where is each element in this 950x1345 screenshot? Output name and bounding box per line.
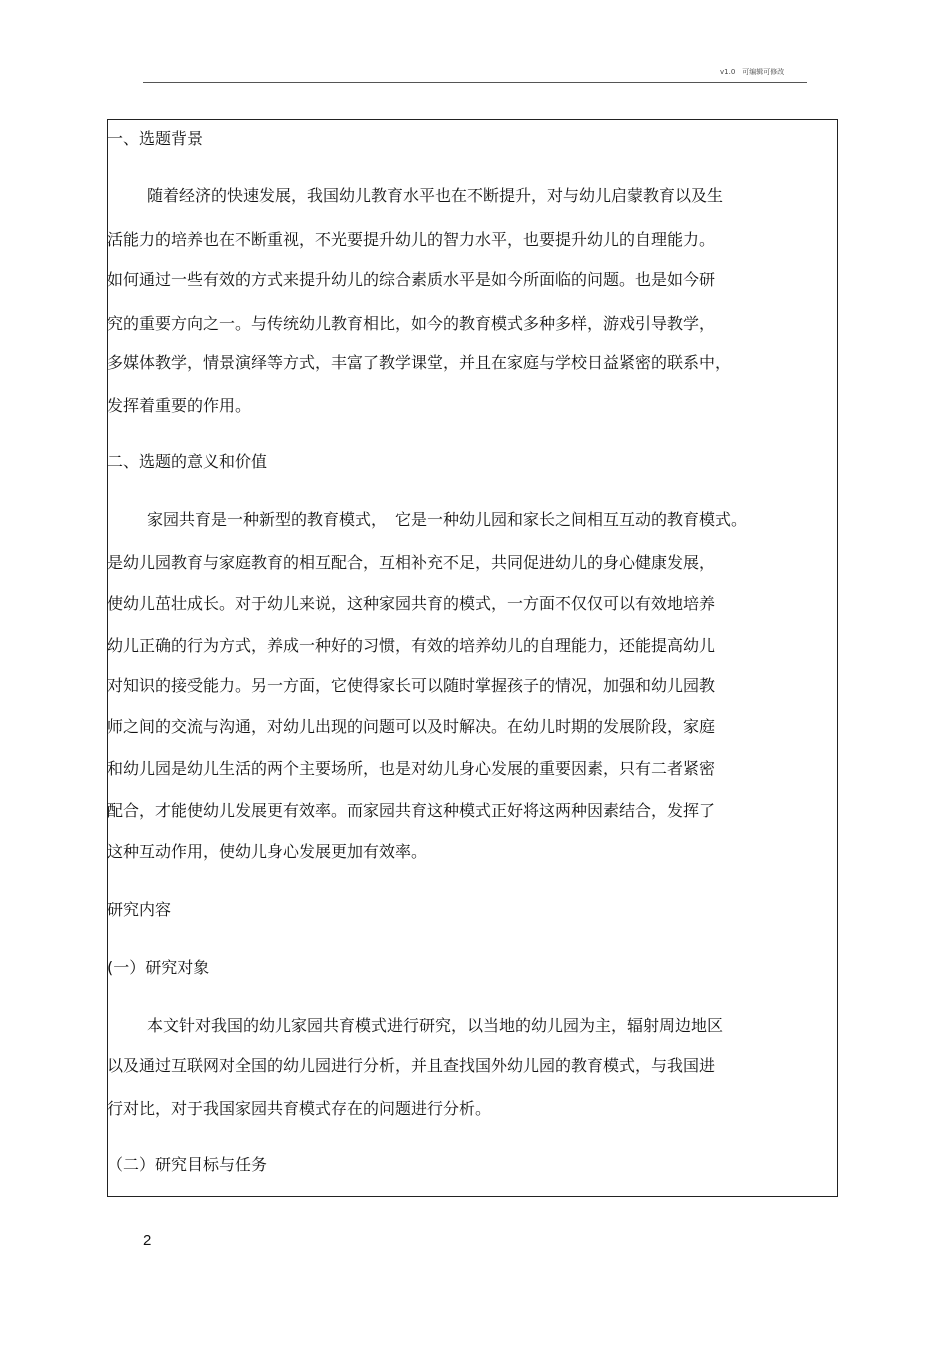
page-number: 2 <box>143 1232 152 1249</box>
paragraph-line: 这种互动作用，使幼儿身心发展更加有效率。 <box>107 842 428 861</box>
paragraph-line: 活能力的培养也在不断重视，不光要提升幼儿的智力水平，也要提升幼儿的自理能力。 <box>107 230 716 249</box>
paragraph-line: 是幼儿园教育与家庭教育的相互配合，互相补充不足，共同促进幼儿的身心健康发展， <box>107 553 716 572</box>
paragraph-line: 家园共育是一种新型的教育模式， 它是一种幼儿园和家长之间相互互动的教育模式。 <box>147 510 748 529</box>
paragraph-line: 以及通过互联网对全国的幼儿园进行分析，并且查找国外幼儿园的教育模式，与我国进 <box>107 1056 716 1075</box>
paragraph-line: 行对比，对于我国家园共育模式存在的问题进行分析。 <box>107 1099 492 1118</box>
paragraph-line: 究的重要方向之一。与传统幼儿教育相比，如今的教育模式多种多样，游戏引导教学， <box>107 314 716 333</box>
paragraph-line: 师之间的交流与沟通，对幼儿出现的问题可以及时解决。在幼儿时期的发展阶段，家庭 <box>107 717 716 736</box>
section-heading-research-content: 研究内容 <box>107 900 172 919</box>
header-rule <box>143 82 807 83</box>
paragraph-line: 本文针对我国的幼儿家园共育模式进行研究，以当地的幼儿园为主，辐射周边地区 <box>147 1016 724 1035</box>
section-heading-significance: 二、选题的意义和价值 <box>107 452 268 471</box>
paragraph-line: 幼儿正确的行为方式，养成一种好的习惯，有效的培养幼儿的自理能力，还能提高幼儿 <box>107 636 716 655</box>
paragraph-line: 如何通过一些有效的方式来提升幼儿的综合素质水平是如今所面临的问题。也是如今研 <box>107 270 716 289</box>
paragraph-line: 随着经济的快速发展，我国幼儿教育水平也在不断提升，对与幼儿启蒙教育以及生 <box>147 186 724 205</box>
subheading-research-goals: （二）研究目标与任务 <box>107 1155 268 1174</box>
paragraph-line: 使幼儿茁壮成长。对于幼儿来说，这种家园共育的模式，一方面不仅仅可以有效地培养 <box>107 594 716 613</box>
section-heading-background: 一、选题背景 <box>107 129 204 148</box>
paragraph-line: 和幼儿园是幼儿生活的两个主要场所，也是对幼儿身心发展的重要因素，只有二者紧密 <box>107 759 716 778</box>
paragraph-line: 对知识的接受能力。另一方面，它使得家长可以随时掌握孩子的情况，加强和幼儿园教 <box>107 676 716 695</box>
version-note: v1.0 可编辑可修改 <box>720 68 785 76</box>
paragraph-line: 多媒体教学，情景演绎等方式，丰富了教学课堂，并且在家庭与学校日益紧密的联系中， <box>107 353 732 372</box>
paragraph-line: 发挥着重要的作用。 <box>107 396 252 415</box>
paragraph-line: 配合，才能使幼儿发展更有效率。而家园共育这种模式正好将这两种因素结合，发挥了 <box>107 801 716 820</box>
subheading-research-object: (一）研究对象 <box>107 958 210 977</box>
